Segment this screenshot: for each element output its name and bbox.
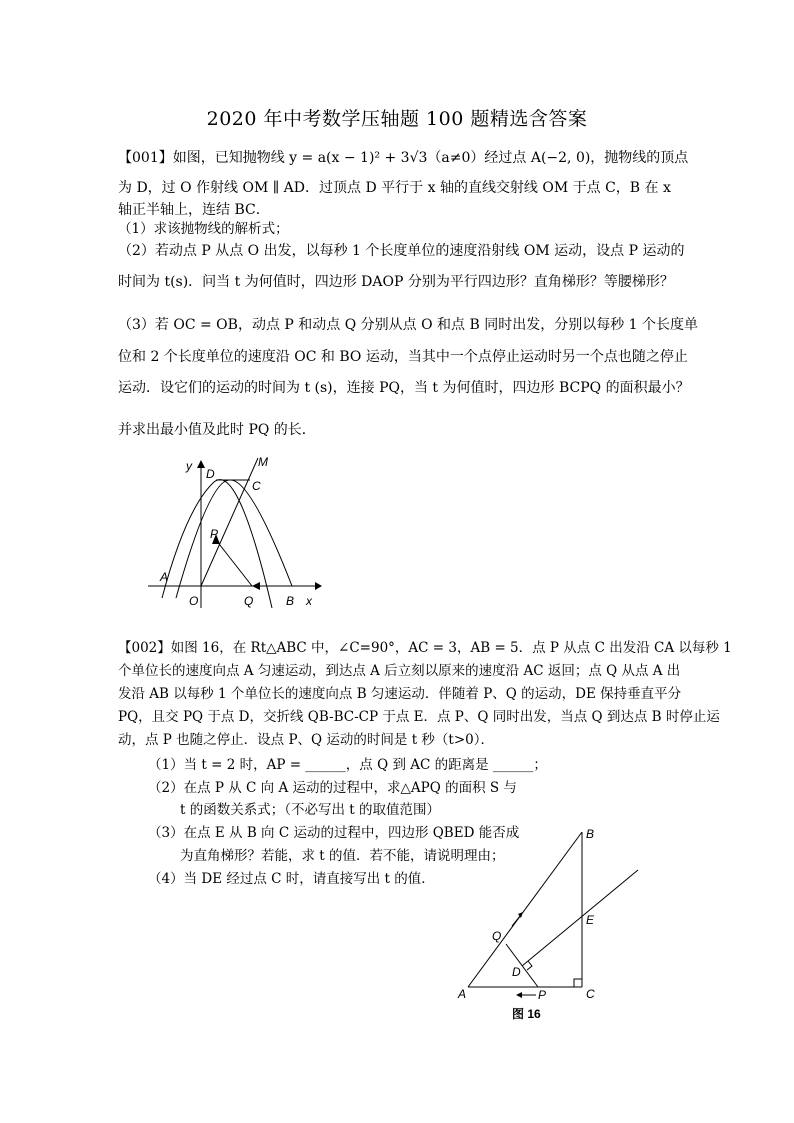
label-x: x xyxy=(306,594,312,608)
label-c: C xyxy=(586,987,595,1001)
label-p: P xyxy=(538,988,547,1002)
triangle-figure-16 xyxy=(448,822,648,1027)
label-c: C xyxy=(252,479,261,493)
p002-q2a: （2）在点 P 从 C 向 A 运动的过程中，求△APQ 的面积 S 与 xyxy=(148,780,517,796)
label-b: B xyxy=(586,827,595,841)
p002-line2: 个单位长的速度向点 A 匀速运动，到达点 A 后立刻以原来的速度沿 AC 返回；点 Q 从点 A 出 xyxy=(118,663,681,679)
y-axis-arrow xyxy=(197,460,205,468)
p001-q3a: （3）若 OC = OB，动点 P 和动点 Q 分别从点 O 和点 B 同时出发，分别以每秒 1 个长度单 xyxy=(118,317,699,333)
p002-line4: PQ，且交 PQ 于点 D，交折线 QB-BC-CP 于点 E．点 P、Q 同时出发，当点 Q 到达点 B 时停止运 xyxy=(118,709,720,725)
p002-q1: （1）当 t = 2 时，AP = ______，点 Q 到 AC 的距离是 ______； xyxy=(148,757,547,773)
q-direction-line xyxy=(512,916,520,926)
parabola-figure xyxy=(140,448,330,613)
p002-q3a: （3）在点 E 从 B 向 C 运动的过程中，四边形 QBED 能否成 xyxy=(148,825,520,841)
label-p: P xyxy=(210,527,219,541)
label-m: M xyxy=(258,455,268,469)
p001-q1: （1）求该抛物线的解析式； xyxy=(118,221,289,237)
label-a: A xyxy=(458,987,467,1001)
page-title: 2020 年中考数学压轴题 100 题精选含答案 xyxy=(206,108,588,130)
p002-line5: 动，点 P 也随之停止．设点 P、Q 运动的时间是 t 秒（t>0）． xyxy=(118,732,494,748)
right-angle-d xyxy=(527,961,532,970)
label-a: A xyxy=(160,570,169,584)
x-axis-arrow xyxy=(315,582,322,590)
label-d: D xyxy=(512,965,521,979)
label-q: Q xyxy=(244,594,254,608)
label-d: D xyxy=(206,467,215,481)
label-e: E xyxy=(586,913,595,927)
label-o: O xyxy=(189,594,199,608)
parabola-2 xyxy=(176,480,292,598)
p-direction-arrow xyxy=(516,992,522,998)
p001-line2: 为 D，过 O 作射线 OM ∥ AD．过顶点 D 平行于 x 轴的直线交射线 OM 于点 C，B 在 x xyxy=(118,180,671,196)
p002-q2b: t 的函数关系式；（不必写出 t 的取值范围） xyxy=(180,802,440,818)
label-b: B xyxy=(286,594,295,608)
segment-pq xyxy=(216,540,252,586)
p001-q3b: 位和 2 个长度单位的速度沿 OC 和 BO 运动，当其中一个点停止运动时另一个点也随之停止 xyxy=(118,349,688,365)
figure-caption: 图 16 xyxy=(512,1007,541,1021)
p001-line3: 轴正半轴上，连结 BC． xyxy=(118,202,270,218)
q-arrow xyxy=(252,582,260,590)
p001-q2a: （2）若动点 P 从点 O 出发，以每秒 1 个长度单位的速度沿射线 OM 运动，设点 P 运动的 xyxy=(118,243,685,259)
p001-q3c: 运动．设它们的运动的时间为 t (s)，连接 PQ，当 t 为何值时，四边形 BCPQ 的面积最小？ xyxy=(118,380,690,396)
p001-line1: 【001】如图，已知抛物线 y = a(x − 1)² + 3√3（a≠0）经过点 A(−2, 0)，抛物线的顶点 xyxy=(118,150,689,166)
p001-q3d: 并求出最小值及此时 PQ 的长． xyxy=(118,422,316,438)
p002-q3b: 为直角梯形？若能，求 t 的值．若不能，请说明理由； xyxy=(180,848,505,864)
p002-line3: 发沿 AB 以每秒 1 个单位长的速度向点 B 匀速运动．伴随着 P、Q 的运动，DE 保持垂直平分 xyxy=(118,686,682,702)
p002-line1: 【002】如图 16，在 Rt△ABC 中，∠C=90°，AC = 3，AB = 5．点 P 从点 C 出发沿 CA 以每秒 1 xyxy=(118,640,732,656)
line-de xyxy=(522,870,638,966)
p001-q2b: 时间为 t(s)．问当 t 为何值时，四边形 DAOP 分别为平行四边形？直角梯形？等腰梯形？ xyxy=(118,274,674,290)
p002-q4: （4）当 DE 经过点 C 时，请直接写出 t 的值． xyxy=(148,871,435,887)
label-q: Q xyxy=(492,929,502,943)
right-angle-c xyxy=(574,979,582,987)
label-y: y xyxy=(186,459,192,473)
